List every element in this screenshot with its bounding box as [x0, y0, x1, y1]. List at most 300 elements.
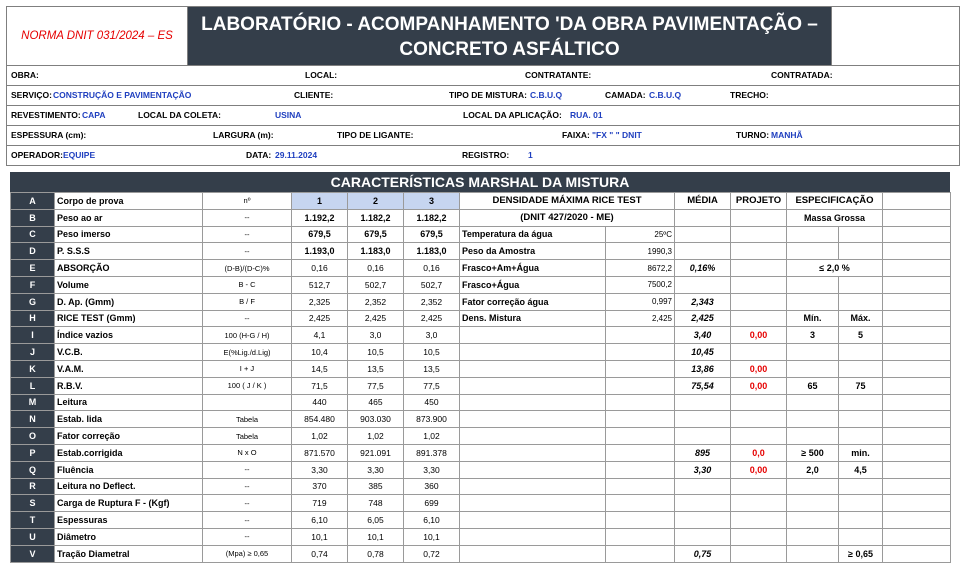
sample-2-value[interactable]: 748	[348, 495, 404, 512]
media-value[interactable]: 0,75	[675, 545, 731, 562]
sample-2-value[interactable]: 10,5	[348, 344, 404, 361]
especificacao-min[interactable]	[787, 226, 839, 243]
density-title-line-2[interactable]: (DNIT 427/2020 - ME)	[460, 209, 675, 226]
row-formula[interactable]: --	[203, 495, 292, 512]
density-label[interactable]: Dens. Mistura	[460, 310, 606, 327]
density-label[interactable]	[460, 512, 606, 529]
sample-1-value[interactable]: 679,5	[292, 226, 348, 243]
especificacao-min[interactable]	[787, 478, 839, 495]
sample-1-value[interactable]: 10,4	[292, 344, 348, 361]
media-value[interactable]: 3,40	[675, 327, 731, 344]
projeto-header[interactable]: PROJETO	[731, 193, 787, 210]
title-line-2: CONCRETO ASFÁLTICO	[399, 39, 620, 60]
trecho-label: TRECHO:	[730, 90, 769, 100]
row-formula[interactable]: (D-B)/(D-C)%	[203, 260, 292, 277]
sample-1-value[interactable]: 719	[292, 495, 348, 512]
sample-1-value[interactable]: 440	[292, 394, 348, 411]
especificacao-min[interactable]	[787, 545, 839, 562]
projeto-value[interactable]	[731, 478, 787, 495]
especificacao-max[interactable]	[839, 293, 883, 310]
density-value[interactable]	[606, 327, 675, 344]
sample-3-value[interactable]: 1.182,2	[404, 209, 460, 226]
sample-1-value[interactable]: 10,1	[292, 528, 348, 545]
density-value[interactable]	[606, 428, 675, 445]
density-value[interactable]	[606, 461, 675, 478]
row-letter[interactable]: K	[11, 360, 55, 377]
row-letter[interactable]: N	[11, 411, 55, 428]
density-label[interactable]	[460, 428, 606, 445]
density-value[interactable]: 7500,2	[606, 276, 675, 293]
density-value[interactable]: 0,997	[606, 293, 675, 310]
media-value[interactable]	[675, 428, 731, 445]
row-formula[interactable]: E(%Lig./d.Lig)	[203, 344, 292, 361]
blank-cell[interactable]	[883, 444, 951, 461]
sample-1-value[interactable]: 6,10	[292, 512, 348, 529]
row-formula[interactable]: 100 ( J / K )	[203, 377, 292, 394]
projeto-value[interactable]: 0,00	[731, 377, 787, 394]
sample-2-value[interactable]: 679,5	[348, 226, 404, 243]
row-letter[interactable]: O	[11, 428, 55, 445]
row-description[interactable]: V.A.M.	[55, 360, 203, 377]
sample-2-value[interactable]: 0,16	[348, 260, 404, 277]
row-description[interactable]: Peso imerso	[55, 226, 203, 243]
sample-1-value[interactable]: 0,16	[292, 260, 348, 277]
sample-3-value[interactable]: 77,5	[404, 377, 460, 394]
sample-3-value[interactable]: 699	[404, 495, 460, 512]
blank-cell[interactable]	[883, 209, 951, 226]
especificacao-min[interactable]	[787, 428, 839, 445]
row-formula[interactable]: I + J	[203, 360, 292, 377]
media-value[interactable]	[675, 243, 731, 260]
row-formula[interactable]: --	[203, 461, 292, 478]
row-letter[interactable]: S	[11, 495, 55, 512]
row-letter[interactable]: B	[11, 209, 55, 226]
density-value[interactable]: 25ºC	[606, 226, 675, 243]
sample-2-value[interactable]: 903.030	[348, 411, 404, 428]
media-value[interactable]: 75,54	[675, 377, 731, 394]
row-formula[interactable]: nº	[203, 193, 292, 210]
sample-2-value[interactable]: 502,7	[348, 276, 404, 293]
row-description[interactable]: Leitura no Deflect.	[55, 478, 203, 495]
row-formula[interactable]: --	[203, 478, 292, 495]
density-value[interactable]	[606, 344, 675, 361]
row-formula[interactable]: B / F	[203, 293, 292, 310]
density-value[interactable]	[606, 512, 675, 529]
row-formula[interactable]: Tabela	[203, 428, 292, 445]
projeto-value[interactable]	[731, 428, 787, 445]
especificacao-min[interactable]	[787, 528, 839, 545]
table-row	[11, 209, 951, 226]
row-letter[interactable]: P	[11, 444, 55, 461]
projeto-value[interactable]	[731, 411, 787, 428]
especificacao-min[interactable]	[787, 293, 839, 310]
projeto-value[interactable]: 0,00	[731, 327, 787, 344]
row-formula[interactable]: --	[203, 512, 292, 529]
row-formula[interactable]: --	[203, 209, 292, 226]
blank-cell[interactable]	[883, 310, 951, 327]
sample-1-value[interactable]: 71,5	[292, 377, 348, 394]
projeto-value[interactable]: 0,00	[731, 461, 787, 478]
table-row	[11, 293, 951, 310]
row-formula[interactable]: --	[203, 310, 292, 327]
media-header[interactable]: MÉDIA	[675, 193, 731, 210]
density-label[interactable]	[460, 444, 606, 461]
especificacao-min[interactable]: Mín.	[787, 310, 839, 327]
projeto-value[interactable]	[731, 276, 787, 293]
blank-cell[interactable]	[883, 512, 951, 529]
especificacao-max[interactable]	[839, 344, 883, 361]
row-letter[interactable]: G	[11, 293, 55, 310]
servico-label: SERVIÇO:	[11, 90, 52, 100]
row-formula[interactable]: B - C	[203, 276, 292, 293]
row-description[interactable]: Corpo de prova	[55, 193, 203, 210]
sample-2-value[interactable]: 2,352	[348, 293, 404, 310]
turno-label: TURNO:	[736, 130, 770, 140]
media-value[interactable]: 10,45	[675, 344, 731, 361]
density-value[interactable]	[606, 545, 675, 562]
sample-2-value[interactable]: 3,30	[348, 461, 404, 478]
sample-1-value[interactable]: 2,425	[292, 310, 348, 327]
sample-3-value[interactable]: 2,352	[404, 293, 460, 310]
norm-label: NORMA DNIT 031/2024 – ES	[7, 7, 188, 65]
media-value[interactable]	[675, 226, 731, 243]
row-description[interactable]: Fluência	[55, 461, 203, 478]
sample-3-value[interactable]: 873.900	[404, 411, 460, 428]
row-letter[interactable]: H	[11, 310, 55, 327]
table-row	[11, 545, 951, 562]
sample-1-value[interactable]: 0,74	[292, 545, 348, 562]
especificacao-max[interactable]	[839, 428, 883, 445]
row-letter[interactable]: U	[11, 528, 55, 545]
row-description[interactable]: Peso ao ar	[55, 209, 203, 226]
especificacao-max[interactable]	[839, 478, 883, 495]
sample-2-value[interactable]: 1.183,0	[348, 243, 404, 260]
sample-3-value[interactable]: 0,72	[404, 545, 460, 562]
especificacao-max[interactable]: Máx.	[839, 310, 883, 327]
density-label[interactable]: Peso da Amostra	[460, 243, 606, 260]
blank-cell[interactable]	[883, 545, 951, 562]
especificacao-max[interactable]: min.	[839, 444, 883, 461]
media-value[interactable]: 0,16%	[675, 260, 731, 277]
sample-2-value[interactable]: 1,02	[348, 428, 404, 445]
blank-cell[interactable]	[883, 478, 951, 495]
especificacao-min[interactable]	[787, 411, 839, 428]
density-value[interactable]: 8672,2	[606, 260, 675, 277]
sample-3-value[interactable]: 891.378	[404, 444, 460, 461]
sample-1-value[interactable]: 1.192,2	[292, 209, 348, 226]
blank-cell[interactable]	[883, 243, 951, 260]
density-value[interactable]	[606, 528, 675, 545]
media-value[interactable]	[675, 528, 731, 545]
sample-1-value[interactable]: 512,7	[292, 276, 348, 293]
media-value[interactable]: 13,86	[675, 360, 731, 377]
table-row	[11, 444, 951, 461]
especificacao-min[interactable]: ≥ 500	[787, 444, 839, 461]
row-letter[interactable]: A	[11, 193, 55, 210]
marshal-table	[10, 192, 951, 563]
blank-cell[interactable]	[883, 528, 951, 545]
density-value[interactable]	[606, 495, 675, 512]
row-description[interactable]: D. Ap. (Gmm)	[55, 293, 203, 310]
sample-3-value[interactable]: 1.183,0	[404, 243, 460, 260]
row-description[interactable]: Fator correção	[55, 428, 203, 445]
density-label[interactable]	[460, 478, 606, 495]
blank-cell[interactable]	[883, 193, 951, 210]
sample-3-value[interactable]: 3,30	[404, 461, 460, 478]
density-label[interactable]	[460, 528, 606, 545]
especificacao-max[interactable]	[839, 360, 883, 377]
blank-cell[interactable]	[883, 377, 951, 394]
projeto-value[interactable]	[731, 209, 787, 226]
especificacao-min[interactable]	[787, 344, 839, 361]
density-label[interactable]	[460, 545, 606, 562]
row-formula[interactable]: --	[203, 226, 292, 243]
media-value[interactable]	[675, 495, 731, 512]
row-description[interactable]: Índice vazios	[55, 327, 203, 344]
table-row	[11, 478, 951, 495]
row-letter[interactable]: E	[11, 260, 55, 277]
especificacao-max[interactable]	[839, 226, 883, 243]
blank-cell[interactable]	[883, 411, 951, 428]
blank-cell[interactable]	[883, 293, 951, 310]
row-letter[interactable]: R	[11, 478, 55, 495]
media-value[interactable]: 895	[675, 444, 731, 461]
sample-1-value[interactable]: 4,1	[292, 327, 348, 344]
sample-1-value[interactable]: 3,30	[292, 461, 348, 478]
density-value[interactable]	[606, 394, 675, 411]
row-letter[interactable]: I	[11, 327, 55, 344]
sample-1-value[interactable]: 871.570	[292, 444, 348, 461]
especificacao-max[interactable]	[839, 411, 883, 428]
projeto-value[interactable]	[731, 512, 787, 529]
especificacao-min[interactable]	[787, 495, 839, 512]
row-formula[interactable]: N x O	[203, 444, 292, 461]
sample-2-value[interactable]: 6,05	[348, 512, 404, 529]
media-value[interactable]: 2,343	[675, 293, 731, 310]
table-row	[11, 310, 951, 327]
especificacao-max[interactable]: ≥ 0,65	[839, 545, 883, 562]
blank-cell[interactable]	[883, 344, 951, 361]
row-formula[interactable]: 100 (H-G / H)	[203, 327, 292, 344]
projeto-value[interactable]	[731, 243, 787, 260]
sample-3-value[interactable]: 0,16	[404, 260, 460, 277]
row-description[interactable]: Volume	[55, 276, 203, 293]
header-blank-cell[interactable]	[831, 7, 959, 65]
density-value[interactable]	[606, 444, 675, 461]
especificacao-min[interactable]: 2,0	[787, 461, 839, 478]
density-label[interactable]	[460, 327, 606, 344]
sample-1-value[interactable]: 854.480	[292, 411, 348, 428]
especificacao-max[interactable]: 75	[839, 377, 883, 394]
sample-3-value[interactable]: 6,10	[404, 512, 460, 529]
blank-cell[interactable]	[883, 495, 951, 512]
row-formula[interactable]: Tabela	[203, 411, 292, 428]
blank-cell[interactable]	[883, 276, 951, 293]
sample-1-value[interactable]: 1,02	[292, 428, 348, 445]
density-label[interactable]	[460, 411, 606, 428]
projeto-value[interactable]	[731, 394, 787, 411]
density-value[interactable]: 1990,3	[606, 243, 675, 260]
sample-2-value[interactable]: 13,5	[348, 360, 404, 377]
especificacao-min[interactable]	[787, 360, 839, 377]
sample-3-value[interactable]: 13,5	[404, 360, 460, 377]
especificacao-value[interactable]: ≤ 2,0 %	[787, 260, 883, 277]
projeto-value[interactable]	[731, 226, 787, 243]
marshal-section-title: CARACTERÍSTICAS MARSHAL DA MISTURA	[10, 172, 950, 192]
row-description[interactable]: Tração Diametral	[55, 545, 203, 562]
row-description[interactable]: Estab.corrigida	[55, 444, 203, 461]
media-value[interactable]	[675, 394, 731, 411]
density-label[interactable]: Frasco+Am+Água	[460, 260, 606, 277]
especificacao-min[interactable]	[787, 394, 839, 411]
row-formula[interactable]	[203, 394, 292, 411]
especificacao-min[interactable]	[787, 512, 839, 529]
blank-cell[interactable]	[883, 461, 951, 478]
density-label[interactable]: Temperatura da água	[460, 226, 606, 243]
row-description[interactable]: Estab. lida	[55, 411, 203, 428]
density-title-line-1[interactable]: DENSIDADE MÁXIMA RICE TEST	[460, 193, 675, 210]
media-value[interactable]	[675, 478, 731, 495]
sample-3-value[interactable]: 10,5	[404, 344, 460, 361]
blank-cell[interactable]	[883, 226, 951, 243]
row-description[interactable]: Carga de Ruptura F - (Kgf)	[55, 495, 203, 512]
sample-3-value[interactable]: 2,425	[404, 310, 460, 327]
row-letter[interactable]: V	[11, 545, 55, 562]
media-value[interactable]	[675, 276, 731, 293]
projeto-value[interactable]	[731, 528, 787, 545]
sample-3-value[interactable]: 3,0	[404, 327, 460, 344]
media-value[interactable]: 2,425	[675, 310, 731, 327]
info-row-servico	[6, 86, 960, 106]
row-description[interactable]: Diâmetro	[55, 528, 203, 545]
especificacao-min[interactable]	[787, 276, 839, 293]
sample-1-value[interactable]: 370	[292, 478, 348, 495]
blank-cell[interactable]	[883, 428, 951, 445]
density-label[interactable]	[460, 495, 606, 512]
density-label[interactable]	[460, 344, 606, 361]
projeto-value[interactable]	[731, 495, 787, 512]
sample-3-value[interactable]: 502,7	[404, 276, 460, 293]
especificacao-value[interactable]: Massa Grossa	[787, 209, 883, 226]
sample-3-value[interactable]: 1,02	[404, 428, 460, 445]
projeto-value[interactable]	[731, 260, 787, 277]
especificacao-max[interactable]	[839, 276, 883, 293]
especificacao-max[interactable]	[839, 394, 883, 411]
especificacao-min[interactable]: 65	[787, 377, 839, 394]
density-label[interactable]	[460, 377, 606, 394]
sample-2-value[interactable]: 0,78	[348, 545, 404, 562]
density-label[interactable]: Frasco+Água	[460, 276, 606, 293]
media-value[interactable]	[675, 209, 731, 226]
density-value[interactable]	[606, 411, 675, 428]
row-description[interactable]: Espessuras	[55, 512, 203, 529]
media-value[interactable]	[675, 411, 731, 428]
especificacao-max[interactable]	[839, 512, 883, 529]
row-formula[interactable]: --	[203, 528, 292, 545]
projeto-value[interactable]	[731, 545, 787, 562]
projeto-value[interactable]	[731, 310, 787, 327]
row-description[interactable]: ABSORÇÃO	[55, 260, 203, 277]
table-row	[11, 226, 951, 243]
row-formula[interactable]: --	[203, 243, 292, 260]
projeto-value[interactable]	[731, 293, 787, 310]
sample-3-value[interactable]: 450	[404, 394, 460, 411]
row-letter[interactable]: M	[11, 394, 55, 411]
especificacao-max[interactable]: 5	[839, 327, 883, 344]
density-value[interactable]: 2,425	[606, 310, 675, 327]
density-label[interactable]	[460, 360, 606, 377]
density-label[interactable]	[460, 394, 606, 411]
row-letter[interactable]: D	[11, 243, 55, 260]
row-description[interactable]: R.B.V.	[55, 377, 203, 394]
row-letter[interactable]: J	[11, 344, 55, 361]
density-value[interactable]	[606, 377, 675, 394]
sample-2-value[interactable]: 1.182,2	[348, 209, 404, 226]
blank-cell[interactable]	[883, 260, 951, 277]
sample-3-value[interactable]: 3	[404, 193, 460, 210]
row-letter[interactable]: Q	[11, 461, 55, 478]
row-description[interactable]: RICE TEST (Gmm)	[55, 310, 203, 327]
blank-cell[interactable]	[883, 394, 951, 411]
contratante-label: CONTRATANTE:	[525, 70, 592, 80]
sample-2-value[interactable]: 2,425	[348, 310, 404, 327]
sample-1-value[interactable]: 1	[292, 193, 348, 210]
report-header	[6, 6, 960, 66]
especificacao-max[interactable]	[839, 495, 883, 512]
density-label[interactable]	[460, 461, 606, 478]
row-description[interactable]: Leitura	[55, 394, 203, 411]
sample-1-value[interactable]: 1.193,0	[292, 243, 348, 260]
sample-2-value[interactable]: 10,1	[348, 528, 404, 545]
row-letter[interactable]: F	[11, 276, 55, 293]
sample-2-value[interactable]: 465	[348, 394, 404, 411]
especificacao-max[interactable]	[839, 528, 883, 545]
density-label[interactable]: Fator correção água	[460, 293, 606, 310]
especificacao-max[interactable]	[839, 243, 883, 260]
row-formula[interactable]: (Mpa) ≥ 0,65	[203, 545, 292, 562]
blank-cell[interactable]	[883, 360, 951, 377]
projeto-value[interactable]: 0,00	[731, 360, 787, 377]
row-letter[interactable]: C	[11, 226, 55, 243]
media-value[interactable]	[675, 512, 731, 529]
especificacao-header[interactable]: ESPECIFICAÇÃO	[787, 193, 883, 210]
density-value[interactable]	[606, 360, 675, 377]
sample-1-value[interactable]: 14,5	[292, 360, 348, 377]
row-description[interactable]: P. S.S.S	[55, 243, 203, 260]
sample-2-value[interactable]: 2	[348, 193, 404, 210]
sample-1-value[interactable]: 2,325	[292, 293, 348, 310]
especificacao-max[interactable]: 4,5	[839, 461, 883, 478]
row-description[interactable]: V.C.B.	[55, 344, 203, 361]
sample-3-value[interactable]: 10,1	[404, 528, 460, 545]
sample-2-value[interactable]: 385	[348, 478, 404, 495]
row-letter[interactable]: T	[11, 512, 55, 529]
contratada-label: CONTRATADA:	[771, 70, 833, 80]
density-value[interactable]	[606, 478, 675, 495]
projeto-value[interactable]	[731, 344, 787, 361]
especificacao-min[interactable]: 3	[787, 327, 839, 344]
sample-2-value[interactable]: 921.091	[348, 444, 404, 461]
sample-2-value[interactable]: 3,0	[348, 327, 404, 344]
sample-3-value[interactable]: 360	[404, 478, 460, 495]
especificacao-min[interactable]	[787, 243, 839, 260]
sample-2-value[interactable]: 77,5	[348, 377, 404, 394]
sample-3-value[interactable]: 679,5	[404, 226, 460, 243]
row-letter[interactable]: L	[11, 377, 55, 394]
projeto-value[interactable]: 0,0	[731, 444, 787, 461]
blank-cell[interactable]	[883, 327, 951, 344]
media-value[interactable]: 3,30	[675, 461, 731, 478]
